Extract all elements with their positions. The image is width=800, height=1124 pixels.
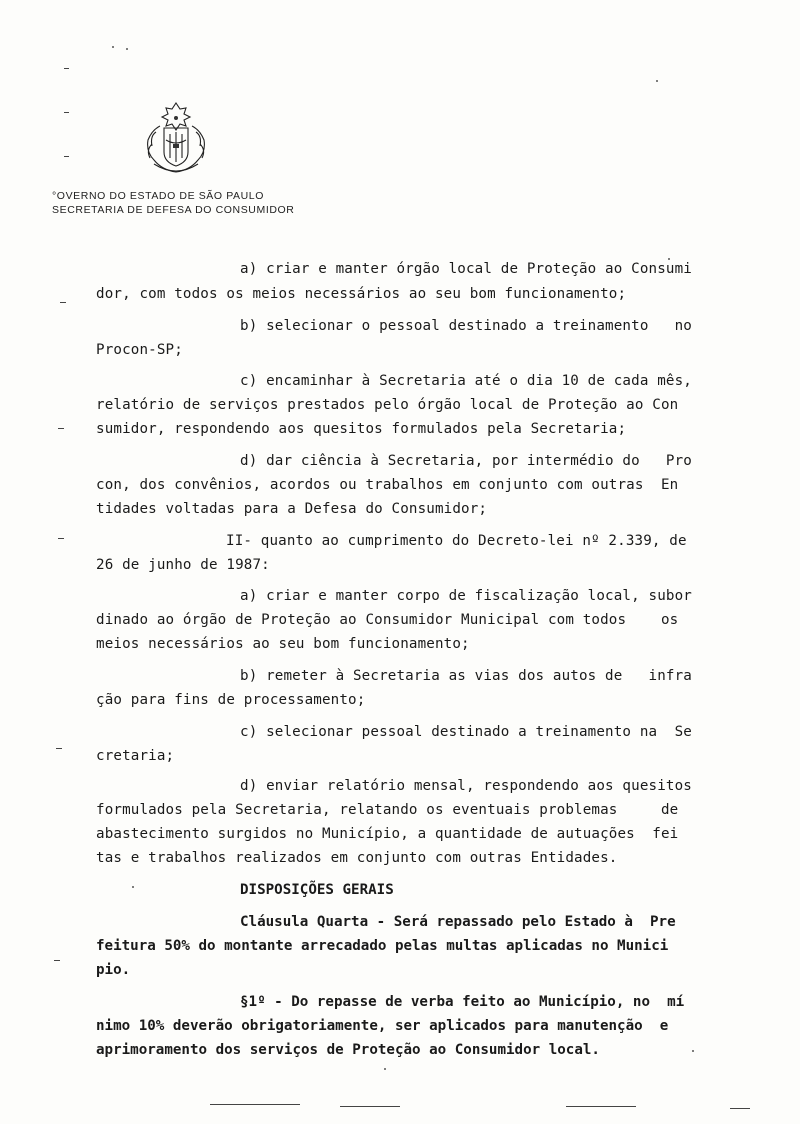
margin-tick <box>58 428 64 429</box>
margin-tick <box>60 302 66 303</box>
secretariat-header: SECRETARIA DE DEFESA DO CONSUMIDOR <box>52 204 295 216</box>
item-c-line-3: sumidor, respondendo aos quesitos formulados pela Secretaria; <box>96 421 627 437</box>
paragraph-one-line-3: aprimoramento dos serviços de Proteção ao Consumidor local. <box>96 1042 600 1058</box>
speck <box>112 46 114 48</box>
speck <box>668 258 670 260</box>
item-b-line-2: Procon-SP; <box>96 342 183 358</box>
item-ii-line-2: 26 de junho de 1987: <box>96 557 270 573</box>
margin-tick <box>58 538 64 539</box>
clause-four-line-3: pio. <box>96 962 131 978</box>
speck <box>656 80 658 82</box>
sao-paulo-state-coat-of-arms-icon <box>140 100 212 176</box>
item-ii-d-line-4: tas e trabalhos realizados em conjunto com outras Entidades. <box>96 850 618 866</box>
margin-tick <box>64 156 69 157</box>
item-d-line-3: tidades voltadas para a Defesa do Consumidor; <box>96 501 488 517</box>
margin-tick <box>56 748 62 749</box>
speck <box>132 886 134 888</box>
margin-tick <box>64 112 69 113</box>
government-header: °OVERNO DO ESTADO DE SÃO PAULO <box>52 190 265 202</box>
item-ii-b-line-1: b) remeter à Secretaria as vias dos autos de infra <box>240 668 692 684</box>
bottom-smudge <box>730 1108 750 1109</box>
margin-tick <box>54 960 60 961</box>
item-ii-d-line-2: formulados pela Secretaria, relatando os eventuais problemas de <box>96 802 679 818</box>
item-ii-a-line-1: a) criar e manter corpo de fiscalização local, subor <box>240 588 692 604</box>
item-c-line-2: relatório de serviços prestados pelo órgão local de Proteção ao Con <box>96 397 679 413</box>
bottom-smudge <box>340 1106 400 1107</box>
item-c-line-1: c) encaminhar à Secretaria até o dia 10 de cada mês, <box>240 373 692 389</box>
speck <box>692 1050 694 1052</box>
margin-tick <box>64 68 69 69</box>
item-a-line-2: dor, com todos os meios necessários ao seu bom funcionamento; <box>96 286 627 302</box>
item-ii-d-line-3: abastecimento surgidos no Município, a quantidade de autuações fei <box>96 826 679 842</box>
paragraph-one-line-2: nimo 10% deverão obrigatoriamente, ser aplicados para manutenção e <box>96 1018 669 1034</box>
item-ii-line-1: II- quanto ao cumprimento do Decreto-lei nº 2.339, de <box>226 533 687 549</box>
clause-four-line-1: Cláusula Quarta - Será repassado pelo Estado à Pre <box>240 914 676 930</box>
item-b-line-1: b) selecionar o pessoal destinado a treinamento no <box>240 318 692 334</box>
item-d-line-1: d) dar ciência à Secretaria, por intermédio do Pro <box>240 453 692 469</box>
item-ii-d-line-1: d) enviar relatório mensal, respondendo aos quesitos <box>240 778 692 794</box>
bottom-smudge <box>566 1106 636 1107</box>
item-d-line-2: con, dos convênios, acordos ou trabalhos em conjunto com outras En <box>96 477 679 493</box>
item-ii-a-line-2: dinado ao órgão de Proteção ao Consumidor Municipal com todos os <box>96 612 679 628</box>
item-ii-c-line-1: c) selecionar pessoal destinado a treinamento na Se <box>240 724 692 740</box>
item-ii-b-line-2: ção para fins de processamento; <box>96 692 366 708</box>
speck <box>384 1068 386 1070</box>
item-ii-c-line-2: cretaria; <box>96 748 175 764</box>
clause-four-line-2: feitura 50% do montante arrecadado pelas multas aplicadas no Munici <box>96 938 669 954</box>
section-title: DISPOSIÇÕES GERAIS <box>240 882 394 898</box>
speck <box>126 48 128 50</box>
item-a-line-1: a) criar e manter órgão local de Proteção ao Consumi <box>240 261 692 277</box>
paragraph-one-line-1: §1º - Do repasse de verba feito ao Município, no mí <box>240 994 685 1010</box>
bottom-smudge <box>210 1104 300 1105</box>
item-ii-a-line-3: meios necessários ao seu bom funcionamento; <box>96 636 470 652</box>
